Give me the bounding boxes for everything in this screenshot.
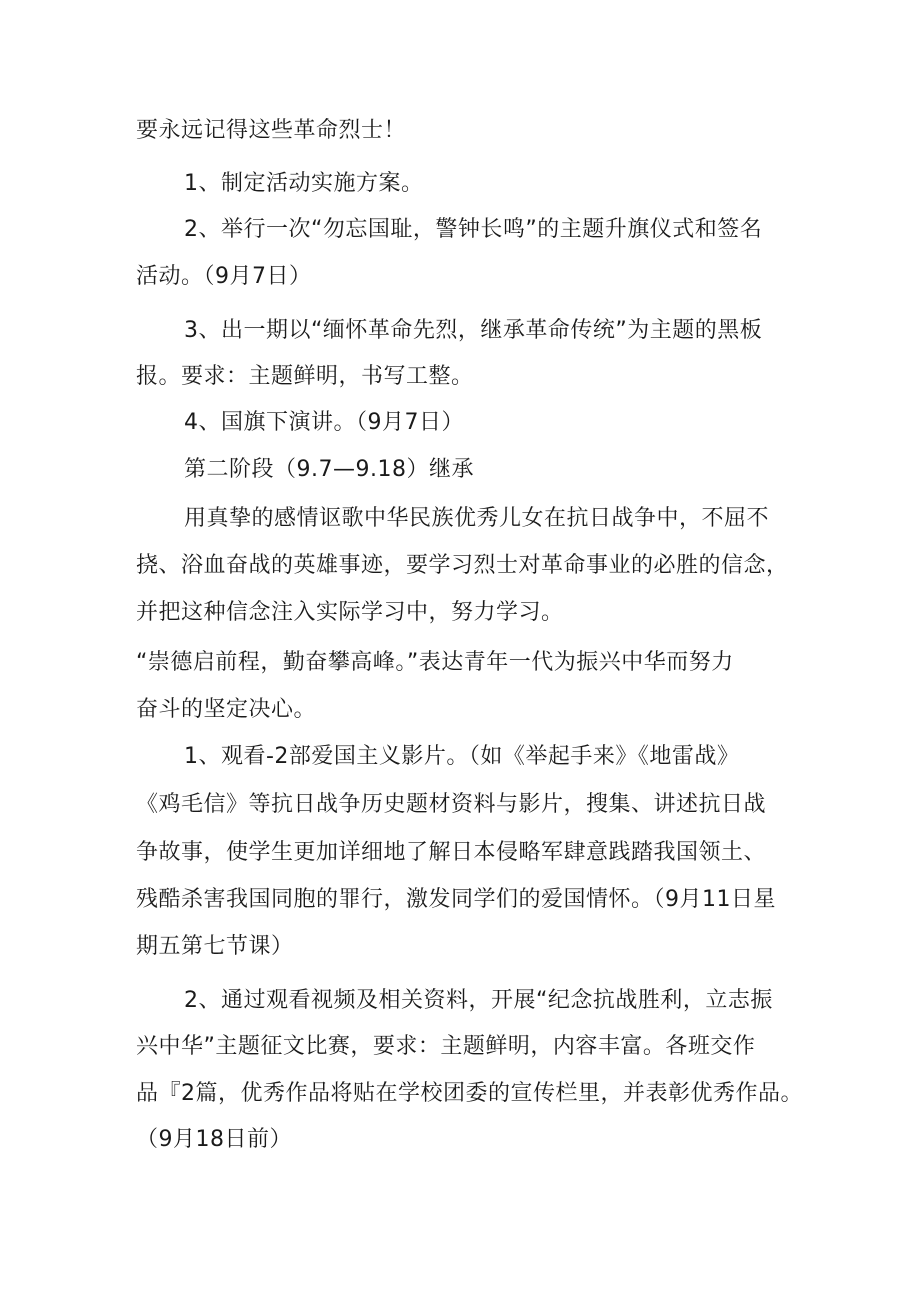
text-line: 活动。（9月7日） [136,264,312,289]
text-line: 3、出一期以“缅怀革命先烈，继承革命传统”为主题的黑板 [184,318,763,343]
text-line: “崇德启前程，勤奋攀高峰。”表达青年一代为振兴中华而努力 [136,650,734,675]
text-line: 残酷杀害我国同胞的罪行，激发同学们的爱国情怀。（9月11日星 [136,887,776,912]
text-line: 期五第七节课） [136,934,294,959]
text-line: 用真挚的感情讴歌中华民族优秀儿女在抗日战争中，不屈不 [184,506,770,531]
section-heading: 第二阶段（9.7—9.18）继承 [184,457,474,482]
text-line: 1、制定活动实施方案。 [184,171,424,196]
text-line: 要永远记得这些革命烈士！ [136,118,407,143]
text-line: 2、举行一次“勿忘国耻，警钟长鸣”的主题升旗仪式和签名 [184,217,763,242]
text-line: 1、观看-2部爱国主义影片。（如《举起手来》《地雷战》 [184,744,740,769]
text-line: 并把这种信念注入实际学习中，努力学习。 [136,600,564,625]
text-line: 品『2篇，优秀作品将贴在学校团委的宣传栏里，并表彰优秀作品。 [136,1081,803,1106]
text-line: 2、通过观看视频及相关资料，开展“纪念抗战胜利，立志振 [184,988,773,1013]
text-line: 4、国旗下演讲。（9月7日） [184,410,464,435]
text-line: 兴中华”主题征文比赛，要求：主题鲜明，内容丰富。各班交作 [136,1034,756,1059]
text-line: 《鸡毛信》等抗日战争历史题材资料与影片，搜集、讲述抗日战 [136,792,767,817]
text-line: 奋斗的坚定决心。 [136,697,317,722]
text-line: 报。要求：主题鲜明，书写工整。 [136,364,474,389]
text-line: 争故事，使学生更加详细地了解日本侵略军肆意践踏我国领土、 [136,840,767,865]
text-line: （9月18日前） [136,1127,292,1152]
text-line: 挠、浴血奋战的英雄事迹，要学习烈士对革命事业的必胜的信念， [136,553,789,578]
